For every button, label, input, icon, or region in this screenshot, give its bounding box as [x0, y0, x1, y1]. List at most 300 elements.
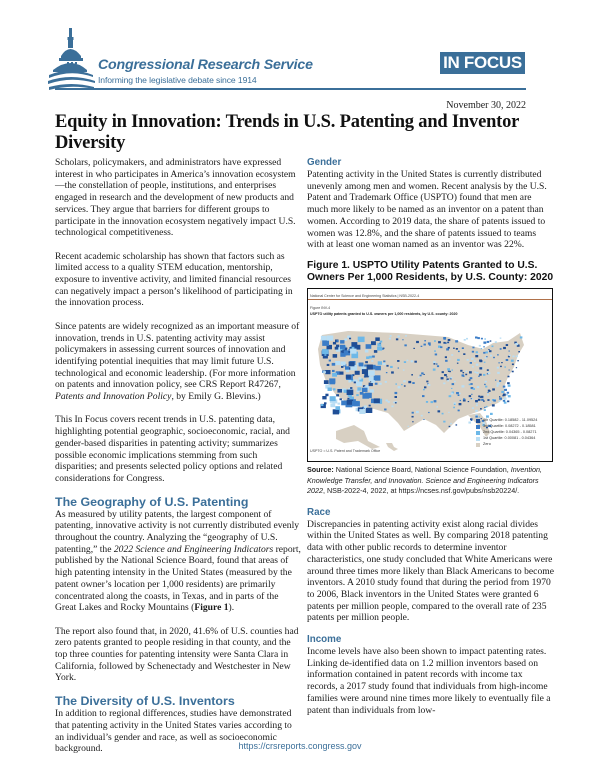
county-cell	[345, 366, 349, 369]
geo-p1-text-a: As measured by utility patents, the largest component of patenting, innovative activity is not currently distributed evenly throughout the country. Analyzing the “geography of U.S. patenting,” the	[55, 508, 300, 555]
county-cell	[499, 398, 502, 400]
county-cell	[333, 388, 336, 390]
section-heading-geography: The Geography of U.S. Patenting	[55, 494, 249, 509]
county-cell	[386, 400, 388, 402]
county-cell	[466, 338, 468, 340]
county-cell	[434, 340, 436, 342]
county-cell	[329, 360, 331, 362]
county-cell	[453, 407, 455, 409]
county-cell	[366, 344, 372, 349]
county-cell	[458, 410, 460, 412]
county-cell	[428, 412, 430, 413]
figure-source	[307, 465, 555, 497]
county-cell	[486, 406, 488, 407]
county-cell	[413, 348, 415, 349]
county-cell	[469, 384, 471, 386]
county-cell	[383, 363, 386, 365]
county-cell	[506, 394, 508, 395]
county-cell	[443, 342, 445, 344]
county-cell	[365, 350, 369, 353]
county-cell	[322, 340, 329, 346]
county-cell	[499, 380, 501, 382]
county-cell	[437, 365, 439, 367]
county-cell	[445, 360, 448, 362]
intro-p3-text-a: Since patents are widely recognized as an important measure of innovation, trends in U.S. patenting activity may assist policymakers in assessing current sources of innovation and identifying potential inequities that may limit future U.S. technological and economic leadership. (For more information on patents and innovation policy, see CRS Report R47267,	[55, 320, 300, 391]
county-cell	[422, 395, 425, 397]
county-cell	[477, 386, 480, 388]
county-cell	[479, 374, 482, 376]
county-cell	[500, 348, 502, 350]
county-cell	[452, 369, 454, 370]
county-cell	[424, 374, 425, 375]
county-cell	[434, 400, 437, 402]
county-cell	[325, 394, 328, 397]
county-cell	[495, 341, 497, 343]
county-cell	[470, 383, 472, 385]
county-cell	[341, 361, 346, 365]
county-cell	[497, 372, 500, 374]
county-cell	[359, 362, 364, 366]
county-cell	[459, 403, 462, 405]
county-cell	[476, 364, 479, 366]
county-cell	[358, 377, 361, 379]
county-cell	[484, 384, 486, 385]
county-cell	[404, 385, 406, 386]
county-cell	[348, 380, 351, 382]
county-cell	[485, 386, 487, 388]
county-cell	[407, 360, 409, 361]
county-cell	[412, 421, 413, 422]
county-cell	[472, 351, 474, 353]
county-cell	[511, 360, 514, 362]
county-cell	[507, 392, 509, 394]
county-cell	[369, 383, 373, 387]
county-cell	[450, 377, 452, 379]
county-cell	[497, 367, 499, 369]
county-cell	[460, 370, 462, 372]
county-cell	[463, 353, 465, 355]
geo-p1-italic: 2022 Science and Engineering Indicators	[113, 543, 274, 555]
county-cell	[411, 374, 413, 375]
county-cell	[332, 370, 335, 372]
county-cell	[472, 407, 474, 409]
county-cell	[428, 342, 431, 344]
county-cell	[379, 383, 382, 385]
figure-header-rule	[308, 299, 552, 300]
county-cell	[329, 378, 335, 383]
county-cell	[336, 345, 339, 348]
county-cell	[485, 351, 488, 353]
county-cell	[350, 387, 352, 389]
geography-paragraph-1	[55, 509, 301, 614]
county-cell	[347, 390, 354, 395]
county-cell	[324, 402, 327, 404]
county-cell	[403, 369, 405, 370]
county-cell	[374, 350, 377, 353]
county-cell	[475, 400, 478, 402]
county-cell	[512, 371, 514, 373]
figure-1-map	[307, 288, 553, 462]
county-cell	[390, 335, 392, 337]
county-cell	[424, 386, 426, 388]
county-cell	[512, 363, 514, 365]
county-cell	[489, 350, 492, 352]
county-cell	[513, 355, 515, 357]
county-cell	[483, 341, 486, 343]
county-cell	[481, 338, 483, 340]
county-cell	[389, 338, 391, 340]
race-paragraph: Discrepancies in patenting activity exist along racial divides within the United States as well. By comparing 2018 patenting data with other public records to determine inventor characteristics, one study concluded that White Americans were around three times more likely than Black Americans to become inventors. A 2010 study found that during the period from 1970 to 2006, Black inventors in the United States were granted 6 patents per million people, compared to the overall rate of 235 patents per million people.	[307, 518, 554, 624]
county-cell	[462, 374, 465, 376]
county-cell	[449, 358, 450, 359]
intro-p3-text-b: , by Emily G. Blevins.)	[171, 391, 261, 403]
county-cell	[352, 401, 358, 406]
county-cell	[446, 348, 449, 350]
county-cell	[472, 399, 473, 400]
county-cell	[335, 406, 340, 410]
county-cell	[433, 368, 436, 370]
county-cell	[448, 371, 450, 372]
county-cell	[398, 367, 399, 368]
county-cell	[330, 396, 336, 401]
county-cell	[497, 382, 500, 384]
source-text-b[interactable]: , NSB-2022-4, 2022, at https://ncses.nsf.gov/pubs/nsb20224/.	[323, 486, 520, 496]
county-cell	[375, 383, 378, 385]
county-cell	[447, 368, 450, 370]
county-cell	[336, 394, 339, 396]
county-cell	[443, 337, 446, 339]
county-cell	[448, 339, 451, 341]
county-cell	[322, 396, 326, 399]
legend-label: 2nd Quartile: 0.04365 - 0.08271	[483, 429, 537, 434]
geo-p1-text-b: report, published by the National Science Board, found that areas of high patenting intensity in the United States (measured by the patent owner’s location per 1,000 residents) are primarily concentrated along the coasts, in Texas, and in parts of the Great Lakes and Rocky Mountains (	[55, 543, 301, 614]
county-cell	[483, 400, 485, 401]
county-cell	[384, 408, 386, 410]
county-cell	[474, 360, 476, 361]
subheading-gender: Gender	[307, 157, 342, 168]
county-cell	[391, 405, 393, 407]
county-cell	[386, 372, 388, 373]
county-cell	[412, 416, 414, 418]
gender-paragraph: Patenting activity in the United States is currently distributed unevenly among men and women. Recent analysis by the U.S. Patent and Trademark Office (USPTO) found that men are much more likely to be named as an inventor on a patent than women. According to 2019 data, the share of patents issued to women was 12.8%, and the share of patents issued to teams with at least one woman named as an inventor was 22%.	[307, 169, 547, 251]
county-cell	[424, 340, 426, 341]
county-cell	[470, 362, 472, 364]
county-cell	[506, 359, 509, 361]
county-cell	[486, 356, 488, 357]
county-cell	[507, 400, 509, 402]
county-cell	[405, 335, 407, 336]
figure-footer: USPTO = U.S. Patent and Trademark Office	[310, 449, 381, 454]
county-cell	[412, 382, 414, 384]
county-cell	[423, 419, 424, 420]
county-cell	[484, 338, 486, 339]
source-label: Source:	[307, 464, 334, 474]
county-cell	[438, 410, 441, 412]
left-column	[55, 157, 301, 767]
county-cell	[398, 386, 401, 388]
county-cell	[438, 341, 441, 343]
county-cell	[480, 396, 482, 398]
county-cell	[490, 402, 492, 403]
county-cell	[466, 371, 468, 372]
county-cell	[358, 337, 365, 343]
intro-paragraph-4: This In Focus covers recent trends in U.S. patenting data, highlighting potential geographic, socioeconomic, racial, and gender-based disparities in patenting activity; summarizes possible economic implications stemming from such disparities; and presents selected policy options and related considerations for Congress.	[55, 414, 290, 484]
county-cell	[472, 347, 474, 349]
county-cell	[426, 401, 428, 403]
county-cell	[333, 409, 339, 414]
county-cell	[478, 376, 480, 377]
county-cell	[456, 348, 458, 350]
county-cell	[357, 387, 361, 390]
county-cell	[469, 371, 472, 373]
county-cell	[359, 409, 365, 414]
county-cell	[333, 354, 338, 358]
county-cell	[508, 385, 511, 387]
county-cell	[450, 423, 452, 424]
subheading-race: Race	[307, 506, 331, 518]
county-cell	[382, 348, 384, 349]
county-cell	[385, 381, 387, 383]
county-cell	[504, 397, 507, 399]
figure-1-reference[interactable]: Figure 1	[194, 602, 229, 614]
county-cell	[324, 380, 329, 384]
county-cell	[335, 361, 340, 365]
county-cell	[454, 404, 456, 405]
county-cell	[487, 341, 490, 343]
county-cell	[453, 348, 455, 349]
footer-url[interactable]: https://crsreports.congress.gov	[238, 741, 362, 751]
county-cell	[436, 406, 438, 407]
county-cell	[456, 424, 458, 425]
county-cell	[332, 363, 336, 366]
county-cell	[344, 338, 347, 340]
county-cell	[479, 367, 482, 369]
county-cell	[362, 393, 369, 399]
county-cell	[485, 357, 487, 359]
county-cell	[418, 377, 419, 378]
right-column	[307, 157, 555, 728]
county-cell	[471, 358, 474, 360]
county-cell	[449, 395, 452, 397]
county-cell	[504, 366, 506, 367]
subheading-income: Income	[307, 634, 342, 646]
county-cell	[443, 382, 445, 384]
figure-caption: USPTO utility patents granted to U.S. owners per 1,000 residents, by U.S. county: 2020	[310, 311, 458, 316]
county-cell	[426, 381, 428, 383]
county-cell	[390, 366, 393, 368]
county-cell	[325, 370, 330, 374]
section-heading-diversity: The Diversity of U.S. Inventors	[55, 694, 235, 709]
county-cell	[500, 337, 502, 338]
county-cell	[498, 401, 500, 402]
county-cell	[498, 362, 499, 363]
county-cell	[443, 421, 445, 423]
county-cell	[396, 338, 398, 340]
county-cell	[484, 362, 486, 363]
diversity-paragraph-1: In addition to regional differences, studies have demonstrated that patenting activity in the United States varies according to an individual’s gender and race, as well as socioeconomic background.	[55, 708, 292, 755]
county-cell	[448, 412, 449, 413]
county-cell	[518, 351, 520, 352]
county-cell	[451, 392, 454, 394]
county-cell	[395, 396, 398, 398]
county-cell	[403, 380, 406, 382]
county-cell	[468, 421, 471, 423]
map-legend	[476, 415, 552, 449]
county-cell	[435, 353, 437, 355]
county-cell	[449, 426, 451, 427]
county-cell	[420, 375, 422, 377]
county-cell	[463, 372, 465, 373]
county-cell	[388, 401, 390, 403]
county-cell	[464, 339, 466, 341]
county-cell	[423, 389, 425, 390]
county-cell	[455, 340, 458, 342]
county-cell	[469, 395, 471, 397]
county-cell	[490, 355, 492, 357]
county-cell	[506, 344, 508, 346]
county-cell	[515, 343, 518, 345]
county-cell	[386, 365, 388, 367]
county-cell	[324, 354, 326, 356]
county-cell	[504, 389, 506, 391]
county-cell	[323, 371, 326, 373]
county-cell	[469, 379, 471, 380]
county-cell	[446, 376, 447, 377]
county-cell	[391, 371, 394, 373]
county-cell	[517, 360, 519, 361]
county-cell	[470, 418, 473, 420]
county-cell	[487, 392, 488, 393]
county-cell	[364, 405, 367, 407]
report-title-link[interactable]: Patents and Innovation Policy	[55, 391, 172, 403]
county-cell	[468, 401, 469, 402]
county-cell	[416, 341, 419, 343]
source-italic: Invention, Knowledge Transfer, and Innovation. Science and Engineering Indicators 2022	[307, 464, 542, 496]
county-cell	[503, 394, 506, 396]
county-cell	[371, 380, 375, 383]
county-cell	[490, 340, 492, 341]
county-cell	[340, 371, 344, 374]
county-cell	[395, 392, 398, 394]
geography-paragraph-2: The report also found that, in 2020, 41.6% of U.S. counties had zero patents granted to people residing in that county, and the top three counties for patenting intensity were Santa Clara in California, followed by Schenectady and Westchester in New York.	[55, 625, 299, 684]
county-cell	[340, 398, 342, 400]
intro-paragraph-2: Recent academic scholarship has shown that factors such as limited access to a quality STEM education, mentorship, exposure to inventive activity, and limited financial resources can negatively impact a person’s likelihood of participating in the innovation process.	[55, 250, 293, 309]
county-cell	[444, 374, 447, 376]
income-paragraph: Income levels have also been shown to impact patenting rates. Linking de-identified data on 1.2 million inventors based on information contained in patent records with income tax records, a 2017 study found that individuals from high-income families were around nine times more likely to eventually file a patent than individuals from low-	[307, 646, 551, 716]
county-cell	[349, 338, 351, 340]
county-cell	[366, 356, 369, 359]
county-cell	[487, 399, 489, 401]
county-cell	[421, 372, 423, 374]
county-cell	[493, 399, 496, 401]
county-cell	[371, 341, 376, 345]
county-cell	[340, 345, 345, 349]
county-cell	[488, 372, 490, 374]
county-cell	[465, 374, 467, 376]
county-cell	[477, 337, 480, 339]
county-cell	[488, 390, 490, 392]
county-cell	[454, 381, 456, 382]
county-cell	[431, 401, 434, 403]
county-cell	[503, 386, 506, 388]
county-cell	[483, 352, 485, 354]
county-cell	[421, 346, 423, 347]
county-cell	[436, 363, 438, 364]
county-cell	[375, 366, 381, 371]
county-cell	[503, 347, 506, 349]
figure-label: Figure INV-4	[310, 305, 331, 310]
county-cell	[476, 403, 478, 404]
county-cell	[457, 363, 459, 364]
county-cell	[516, 355, 518, 357]
org-name: Congressional Research Service	[98, 57, 313, 73]
county-cell	[508, 376, 510, 378]
county-cell	[462, 347, 464, 349]
county-cell	[504, 401, 507, 403]
county-cell	[509, 350, 510, 351]
county-cell	[332, 373, 337, 377]
county-cell	[337, 340, 339, 342]
legend-label: Zero	[483, 441, 491, 446]
county-cell	[520, 336, 523, 338]
legend-label: 3rd Quartile: 0.08272 - 0.18581	[483, 423, 536, 428]
figure-title: Figure 1. USPTO Utility Patents Granted to U.S. Owners Per 1,000 Residents, by U.S. County: 2020	[307, 259, 554, 284]
legend-swatch	[476, 443, 480, 447]
county-cell	[366, 408, 373, 413]
county-cell	[402, 339, 403, 340]
county-cell	[362, 369, 368, 374]
county-cell	[459, 393, 461, 395]
county-cell	[447, 380, 449, 382]
county-cell	[356, 394, 358, 396]
county-cell	[442, 413, 444, 415]
county-cell	[509, 369, 510, 370]
county-cell	[501, 362, 503, 363]
county-cell	[475, 355, 478, 357]
county-cell	[483, 374, 485, 376]
county-cell	[458, 394, 460, 396]
county-cell	[478, 399, 481, 401]
county-cell	[377, 347, 382, 351]
intro-paragraph-1: Scholars, policymakers, and administrators have expressed interest in who participates in America’s innovation ecosystem—the constellation of people, institutions, and enterprises engaged in research and the development of new products and services. They argue that barriers for different groups to participate in the innovation ecosystem negatively impact U.S. technological competitiveness.	[55, 157, 296, 239]
county-cell	[321, 404, 324, 406]
county-cell	[429, 344, 431, 345]
county-cell	[428, 384, 430, 386]
county-cell	[434, 350, 436, 351]
county-cell	[472, 366, 474, 367]
county-cell	[374, 398, 380, 403]
county-cell	[404, 361, 406, 363]
county-cell	[349, 362, 355, 367]
page-title: Equity in Innovation: Trends in U.S. Patenting and Inventor Diversity	[55, 112, 519, 153]
county-cell	[483, 346, 485, 347]
county-cell	[445, 356, 447, 358]
hawaii-shape	[386, 443, 398, 451]
county-cell	[458, 351, 460, 352]
publication-date: November 30, 2022	[446, 100, 526, 111]
county-cell	[378, 361, 382, 365]
county-cell	[383, 360, 385, 362]
county-cell	[509, 355, 511, 357]
county-cell	[341, 366, 343, 368]
county-cell	[379, 343, 381, 344]
county-cell	[440, 346, 442, 348]
geo-p1-text-c: ).	[228, 602, 235, 614]
county-cell	[434, 363, 436, 365]
county-cell	[474, 371, 476, 373]
county-cell	[408, 381, 411, 383]
source-text-a: National Science Board, National Science Foundation,	[333, 464, 511, 474]
